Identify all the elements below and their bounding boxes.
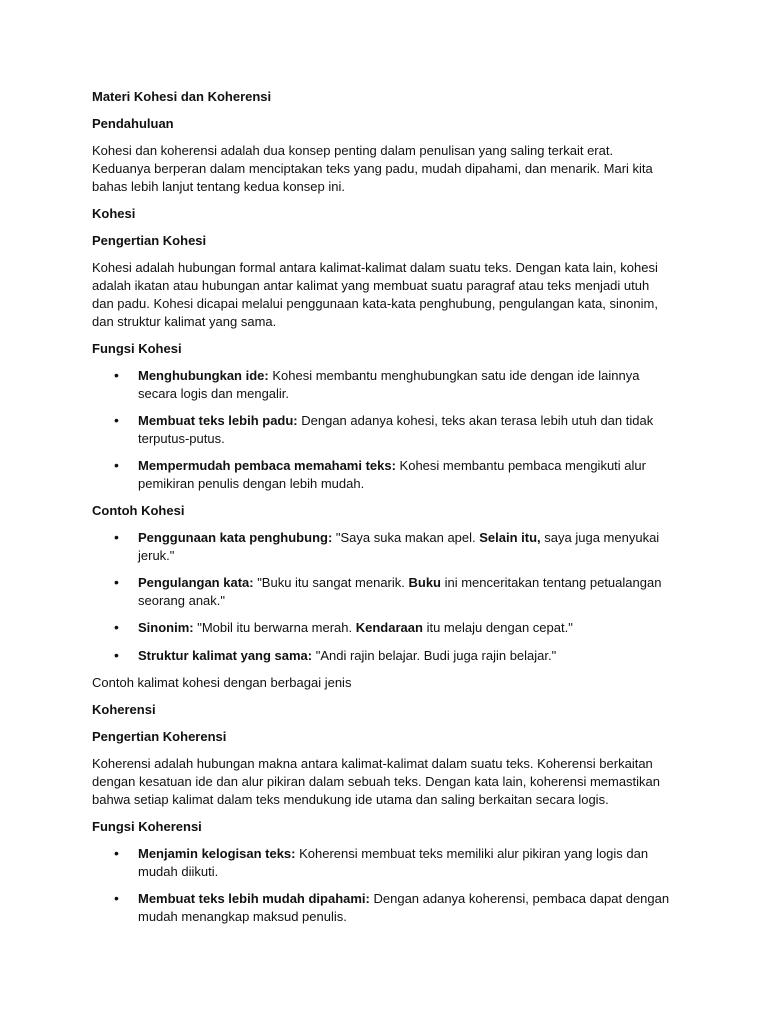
kohesi-functions-heading: Fungsi Kohesi	[92, 341, 182, 356]
list-item	[138, 890, 672, 925]
list-item-emphasis: Buku	[408, 575, 441, 590]
list-item-emphasis: Kendaraan	[355, 620, 423, 635]
list-item-text: Dengan adanya kohesi, teks akan terasa lebih utuh dan tidak terputus-putus.	[138, 413, 654, 446]
intro-paragraph: Kohesi dan koherensi adalah dua konsep penting dalam penulisan yang saling terkait erat. Keduanya berperan dalam menciptakan teks yang padu, mudah dipahami, dan menarik. Mari kita bahas lebih lanjut tentang kedua konsep ini.	[92, 143, 653, 194]
kohesi-caption: Contoh kalimat kohesi dengan berbagai jenis	[92, 675, 352, 690]
kohesi-examples-list	[92, 529, 672, 664]
list-item	[138, 367, 672, 402]
list-item-term: Membuat teks lebih mudah dipahami:	[138, 891, 370, 906]
list-item-text: Dengan adanya koherensi, pembaca dapat dengan mudah menangkap maksud penulis.	[138, 891, 670, 924]
kohesi-definition-heading: Pengertian Kohesi	[92, 233, 207, 248]
document-title: Materi Kohesi dan Koherensi	[92, 89, 272, 104]
list-item-text: Kohesi membantu pembaca mengikuti alur pemikiran penulis dengan lebih mudah.	[138, 458, 646, 491]
list-item-term: Membuat teks lebih padu:	[138, 413, 298, 428]
list-item-text: "Buku itu sangat menarik.	[253, 575, 409, 590]
kohesi-examples-heading: Contoh Kohesi	[92, 503, 185, 518]
list-item	[138, 574, 672, 609]
list-item	[138, 412, 672, 447]
list-item-text: Koherensi membuat teks memiliki alur pikiran yang logis dan mudah diikuti.	[138, 846, 649, 879]
list-item	[138, 529, 672, 564]
kohesi-heading: Kohesi	[92, 206, 136, 221]
list-item-text: saya juga menyukai jeruk."	[138, 530, 660, 563]
list-item	[138, 845, 672, 880]
kohesi-functions-list	[92, 367, 672, 492]
list-item-text: "Andi rajin belajar. Budi juga rajin belajar."	[312, 647, 557, 663]
list-item-term: Menghubungkan ide:	[138, 368, 269, 383]
list-item-term: Mempermudah pembaca memahami teks:	[138, 458, 396, 473]
list-item-emphasis: Selain itu,	[479, 530, 541, 545]
list-item	[138, 457, 672, 492]
list-item-text: itu melaju dengan cepat."	[422, 620, 573, 635]
list-item	[138, 647, 672, 665]
koherensi-definition-heading: Pengertian Koherensi	[92, 729, 227, 744]
koherensi-heading: Koherensi	[92, 702, 156, 717]
list-item	[138, 619, 672, 637]
intro-heading: Pendahuluan	[92, 116, 174, 131]
list-item-term: Struktur kalimat yang sama:	[138, 647, 313, 663]
list-item-term: Penggunaan kata penghubung:	[138, 530, 333, 545]
list-item-text: "Saya suka makan apel.	[332, 530, 480, 545]
list-item-term: Pengulangan kata:	[138, 575, 254, 590]
koherensi-functions-heading: Fungsi Koherensi	[92, 819, 202, 834]
koherensi-functions-list	[92, 845, 672, 925]
list-item-text: "Mobil itu berwarna merah.	[193, 620, 356, 635]
koherensi-definition-paragraph: Koherensi adalah hubungan makna antara kalimat-kalimat dalam suatu teks. Koherensi berkaitan dengan kesatuan ide dan alur pikiran dalam sebuah teks. Dengan kata lain, koherensi memastikan bahwa setiap kalimat dalam teks mendukung ide utama dan saling berkaitan secara logis.	[92, 756, 661, 807]
list-item-text: ini menceritakan tentang petualangan seorang anak."	[138, 575, 662, 608]
list-item-text: Kohesi membantu menghubungkan satu ide dengan ide lainnya secara logis dan mengalir.	[138, 368, 640, 401]
kohesi-definition-paragraph: Kohesi adalah hubungan formal antara kalimat-kalimat dalam suatu teks. Dengan kata lain, kohesi adalah ikatan atau hubungan antar kalimat yang membuat suatu paragraf atau teks menjadi utuh dan padu. Kohesi dicapai melalui penggunaan kata-kata penghubung, pengulangan kata, sinonim, dan struktur kalimat yang sama.	[92, 260, 658, 329]
list-item-term: Menjamin kelogisan teks:	[138, 846, 296, 861]
list-item-term: Sinonim:	[138, 620, 194, 635]
